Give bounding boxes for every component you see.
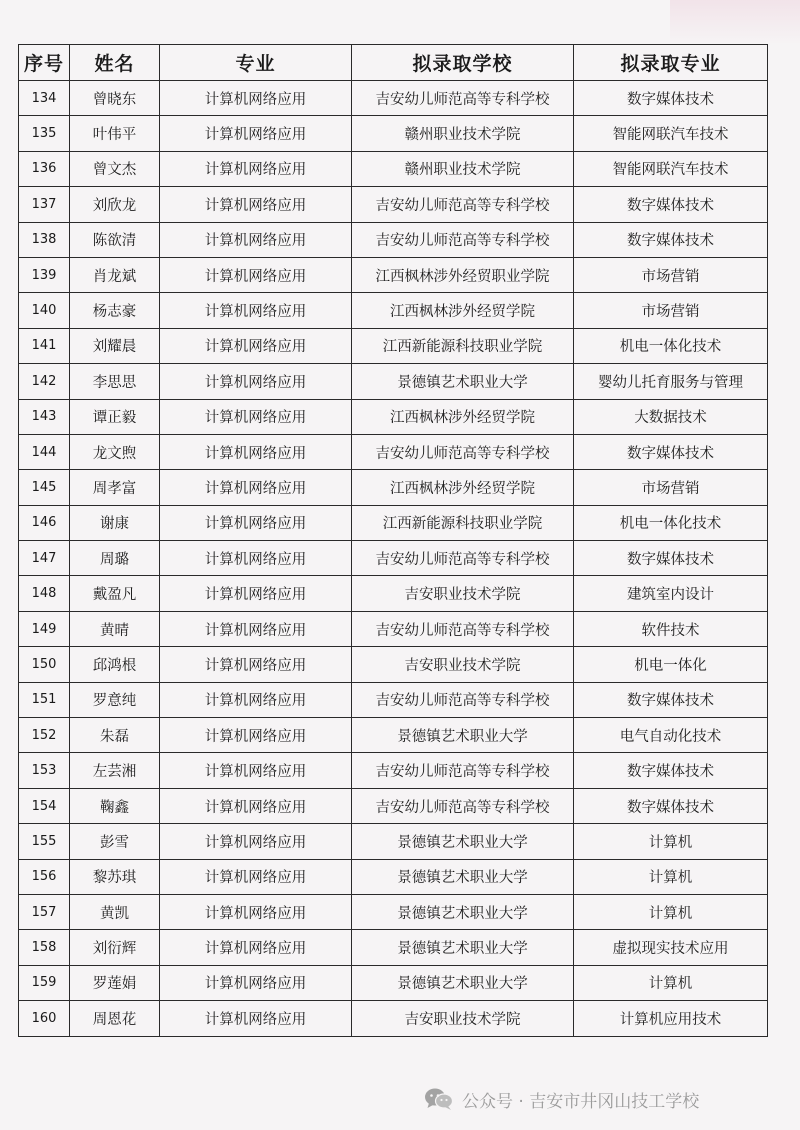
cell-admit-major: 电气自动化技术 (574, 718, 768, 753)
cell-major: 计算机网络应用 (160, 541, 352, 576)
cell-admit-school: 吉安幼儿师范高等专科学校 (352, 222, 574, 257)
cell-name: 龙文煦 (70, 434, 160, 469)
cell-admit-major: 数字媒体技术 (574, 187, 768, 222)
cell-index: 153 (19, 753, 70, 788)
cell-admit-major: 数字媒体技术 (574, 753, 768, 788)
cell-admit-school: 吉安幼儿师范高等专科学校 (352, 434, 574, 469)
cell-admit-school: 江西枫林涉外经贸职业学院 (352, 257, 574, 292)
cell-index: 141 (19, 328, 70, 363)
cell-name: 陈欲清 (70, 222, 160, 257)
cell-name: 朱磊 (70, 718, 160, 753)
cell-admit-school: 景德镇艺术职业大学 (352, 859, 574, 894)
cell-major: 计算机网络应用 (160, 859, 352, 894)
cell-major: 计算机网络应用 (160, 824, 352, 859)
cell-major: 计算机网络应用 (160, 399, 352, 434)
cell-index: 149 (19, 611, 70, 646)
cell-major: 计算机网络应用 (160, 753, 352, 788)
cell-index: 151 (19, 682, 70, 717)
table-row (19, 930, 768, 965)
table-row (19, 576, 768, 611)
table-row (19, 116, 768, 151)
table-row (19, 151, 768, 186)
cell-major: 计算机网络应用 (160, 1001, 352, 1036)
cell-admit-school: 江西新能源科技职业学院 (352, 328, 574, 363)
cell-index: 146 (19, 505, 70, 540)
table-row (19, 965, 768, 1000)
cell-name: 罗意纯 (70, 682, 160, 717)
cell-index: 157 (19, 894, 70, 929)
cell-major: 计算机网络应用 (160, 434, 352, 469)
table-row (19, 257, 768, 292)
cell-name: 罗莲娟 (70, 965, 160, 1000)
cell-name: 左芸湘 (70, 753, 160, 788)
cell-admit-school: 景德镇艺术职业大学 (352, 965, 574, 1000)
cell-index: 147 (19, 541, 70, 576)
table-row (19, 293, 768, 328)
cell-index: 158 (19, 930, 70, 965)
cell-admit-major: 市场营销 (574, 293, 768, 328)
cell-index: 136 (19, 151, 70, 186)
cell-major: 计算机网络应用 (160, 151, 352, 186)
cell-admit-school: 吉安幼儿师范高等专科学校 (352, 753, 574, 788)
cell-admit-school: 吉安幼儿师范高等专科学校 (352, 682, 574, 717)
cell-admit-school: 江西新能源科技职业学院 (352, 505, 574, 540)
header-admit-school: 拟录取学校 (352, 45, 574, 81)
cell-admit-major: 虚拟现实技术应用 (574, 930, 768, 965)
cell-name: 彭雪 (70, 824, 160, 859)
table-body (19, 81, 768, 1037)
table-row (19, 541, 768, 576)
table-row (19, 859, 768, 894)
header-major: 专业 (160, 45, 352, 81)
table-row (19, 647, 768, 682)
table-row (19, 187, 768, 222)
cell-major: 计算机网络应用 (160, 505, 352, 540)
cell-admit-major: 计算机 (574, 824, 768, 859)
header-index: 序号 (19, 45, 70, 81)
table-row (19, 81, 768, 116)
cell-index: 144 (19, 434, 70, 469)
cell-major: 计算机网络应用 (160, 682, 352, 717)
cell-admit-major: 机电一体化 (574, 647, 768, 682)
cell-index: 134 (19, 81, 70, 116)
cell-name: 谭正毅 (70, 399, 160, 434)
cell-major: 计算机网络应用 (160, 894, 352, 929)
cell-admit-school: 江西枫林涉外经贸学院 (352, 293, 574, 328)
cell-admit-major: 智能网联汽车技术 (574, 151, 768, 186)
cell-index: 142 (19, 364, 70, 399)
cell-major: 计算机网络应用 (160, 930, 352, 965)
cell-major: 计算机网络应用 (160, 222, 352, 257)
cell-name: 刘欣龙 (70, 187, 160, 222)
account-watermark (424, 1086, 699, 1112)
cell-major: 计算机网络应用 (160, 257, 352, 292)
cell-admit-major: 数字媒体技术 (574, 222, 768, 257)
cell-major: 计算机网络应用 (160, 576, 352, 611)
watermark-text: 公众号 · 吉安市井冈山技工学校 (462, 1091, 700, 1112)
cell-index: 156 (19, 859, 70, 894)
cell-admit-school: 吉安幼儿师范高等专科学校 (352, 81, 574, 116)
table-row (19, 328, 768, 363)
cell-admit-major: 计算机 (574, 894, 768, 929)
cell-index: 140 (19, 293, 70, 328)
cell-index: 135 (19, 116, 70, 151)
cell-name: 刘耀晨 (70, 328, 160, 363)
cell-index: 155 (19, 824, 70, 859)
cell-major: 计算机网络应用 (160, 718, 352, 753)
cell-admit-school: 江西枫林涉外经贸学院 (352, 399, 574, 434)
cell-admit-major: 婴幼儿托育服务与管理 (574, 364, 768, 399)
wechat-icon (424, 1087, 454, 1111)
cell-name: 叶伟平 (70, 116, 160, 151)
cell-name: 刘衍辉 (70, 930, 160, 965)
cell-name: 戴盈凡 (70, 576, 160, 611)
cell-name: 邱鸿根 (70, 647, 160, 682)
cell-admit-school: 吉安职业技术学院 (352, 1001, 574, 1036)
table-row (19, 824, 768, 859)
header-admit-major: 拟录取专业 (574, 45, 768, 81)
cell-admit-major: 数字媒体技术 (574, 541, 768, 576)
cell-name: 谢康 (70, 505, 160, 540)
cell-major: 计算机网络应用 (160, 611, 352, 646)
admission-table (18, 44, 768, 1037)
header-name: 姓名 (70, 45, 160, 81)
table-row (19, 399, 768, 434)
cell-major: 计算机网络应用 (160, 116, 352, 151)
table-row (19, 470, 768, 505)
cell-name: 曾文杰 (70, 151, 160, 186)
cell-index: 154 (19, 788, 70, 823)
cell-admit-school: 景德镇艺术职业大学 (352, 930, 574, 965)
cell-admit-school: 景德镇艺术职业大学 (352, 718, 574, 753)
cell-name: 肖龙斌 (70, 257, 160, 292)
cell-admit-school: 赣州职业技术学院 (352, 151, 574, 186)
cell-name: 黄晴 (70, 611, 160, 646)
cell-admit-major: 智能网联汽车技术 (574, 116, 768, 151)
cell-index: 159 (19, 965, 70, 1000)
cell-name: 周璐 (70, 541, 160, 576)
page-corner-stain (670, 0, 800, 45)
cell-major: 计算机网络应用 (160, 293, 352, 328)
cell-admit-school: 吉安职业技术学院 (352, 647, 574, 682)
cell-admit-school: 吉安幼儿师范高等专科学校 (352, 611, 574, 646)
cell-admit-major: 计算机 (574, 965, 768, 1000)
table-row (19, 788, 768, 823)
cell-admit-major: 大数据技术 (574, 399, 768, 434)
cell-major: 计算机网络应用 (160, 788, 352, 823)
cell-admit-major: 数字媒体技术 (574, 682, 768, 717)
cell-index: 137 (19, 187, 70, 222)
cell-index: 152 (19, 718, 70, 753)
cell-admit-major: 机电一体化技术 (574, 328, 768, 363)
cell-admit-school: 吉安幼儿师范高等专科学校 (352, 788, 574, 823)
cell-major: 计算机网络应用 (160, 81, 352, 116)
cell-admit-major: 市场营销 (574, 470, 768, 505)
table-row (19, 364, 768, 399)
table-row (19, 222, 768, 257)
cell-name: 李思思 (70, 364, 160, 399)
cell-admit-school: 吉安幼儿师范高等专科学校 (352, 541, 574, 576)
table-row (19, 505, 768, 540)
cell-name: 杨志豪 (70, 293, 160, 328)
cell-name: 曾晓东 (70, 81, 160, 116)
cell-major: 计算机网络应用 (160, 470, 352, 505)
table-row (19, 894, 768, 929)
cell-major: 计算机网络应用 (160, 328, 352, 363)
cell-admit-school: 吉安职业技术学院 (352, 576, 574, 611)
cell-admit-major: 软件技术 (574, 611, 768, 646)
table-header-row (19, 45, 768, 81)
table-row (19, 1001, 768, 1036)
cell-admit-school: 江西枫林涉外经贸学院 (352, 470, 574, 505)
cell-admit-major: 数字媒体技术 (574, 788, 768, 823)
cell-admit-major: 数字媒体技术 (574, 434, 768, 469)
cell-index: 138 (19, 222, 70, 257)
table-row (19, 434, 768, 469)
cell-major: 计算机网络应用 (160, 364, 352, 399)
cell-index: 160 (19, 1001, 70, 1036)
cell-name: 黄凯 (70, 894, 160, 929)
cell-admit-major: 数字媒体技术 (574, 81, 768, 116)
cell-index: 145 (19, 470, 70, 505)
cell-admit-major: 机电一体化技术 (574, 505, 768, 540)
table-row (19, 753, 768, 788)
cell-major: 计算机网络应用 (160, 187, 352, 222)
cell-index: 143 (19, 399, 70, 434)
cell-name: 周恩花 (70, 1001, 160, 1036)
table-row (19, 718, 768, 753)
cell-admit-school: 景德镇艺术职业大学 (352, 894, 574, 929)
cell-index: 150 (19, 647, 70, 682)
cell-name: 鞠鑫 (70, 788, 160, 823)
cell-index: 139 (19, 257, 70, 292)
cell-major: 计算机网络应用 (160, 647, 352, 682)
cell-name: 周孝富 (70, 470, 160, 505)
cell-major: 计算机网络应用 (160, 965, 352, 1000)
cell-admit-major: 市场营销 (574, 257, 768, 292)
cell-name: 黎苏琪 (70, 859, 160, 894)
cell-admit-major: 建筑室内设计 (574, 576, 768, 611)
cell-admit-school: 吉安幼儿师范高等专科学校 (352, 187, 574, 222)
cell-admit-major: 计算机 (574, 859, 768, 894)
table-row (19, 611, 768, 646)
cell-admit-school: 景德镇艺术职业大学 (352, 364, 574, 399)
cell-admit-school: 景德镇艺术职业大学 (352, 824, 574, 859)
cell-admit-major: 计算机应用技术 (574, 1001, 768, 1036)
cell-admit-school: 赣州职业技术学院 (352, 116, 574, 151)
cell-index: 148 (19, 576, 70, 611)
table-row (19, 682, 768, 717)
